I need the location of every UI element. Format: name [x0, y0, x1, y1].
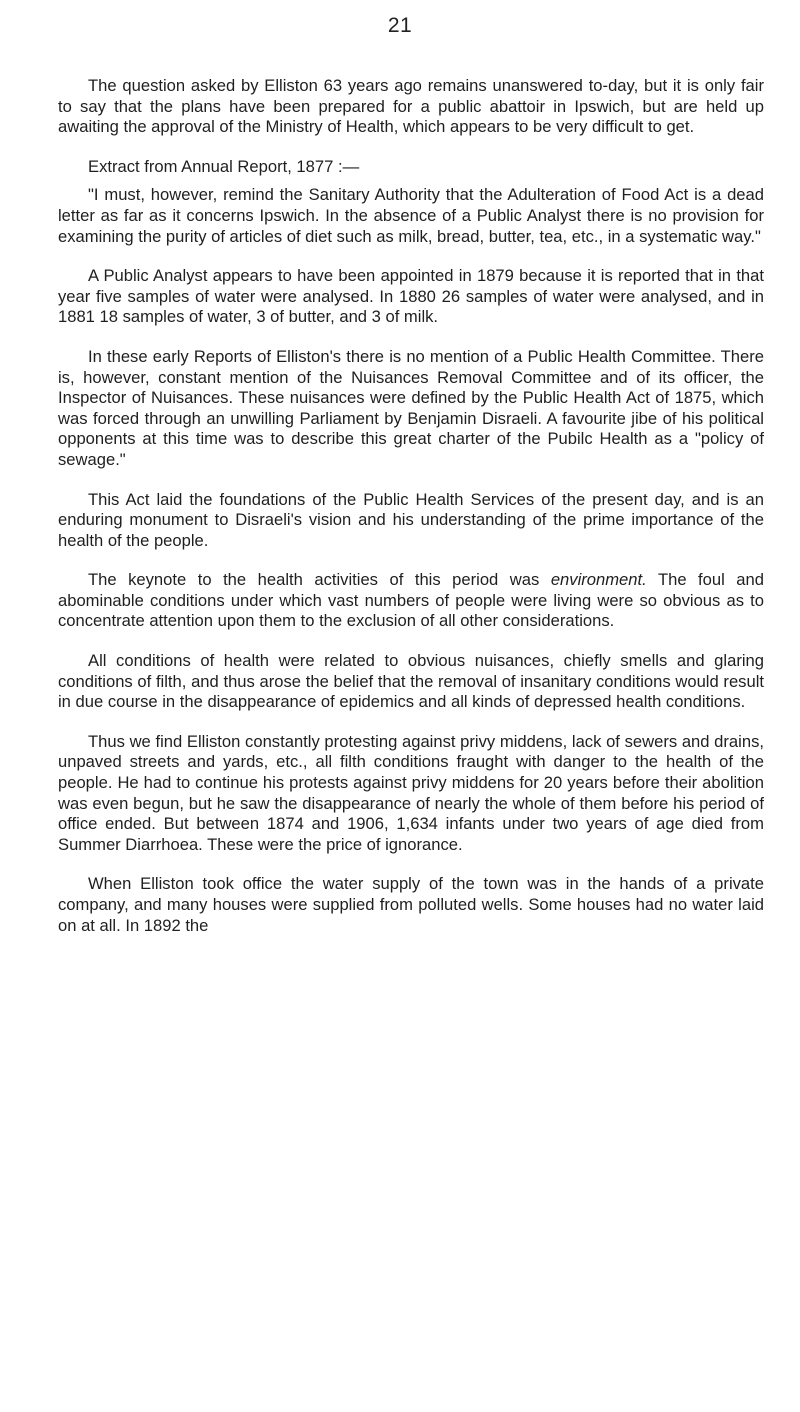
paragraph-public-health-act: This Act laid the foundations of the Public Health Services of the present day, and is an enduring monument to Disraeli's vision and his understanding of the prime importance of the health of the people.	[58, 489, 764, 550]
paragraph-privy-middens: Thus we find Elliston constantly protesting against privy middens, lack of sewers and drains, unpaved streets and yards, etc., all filth conditions fraught with danger to the health of the people. He had to continue his protests against privy middens for 20 years before their abolition was even begun, but he saw the disappearance of nearly the whole of them before his period of office ended. But between 1874 and 1906, 1,634 infants under two years of age died from Summer Diarrhoea. These were the price of ignorance.	[58, 731, 764, 854]
paragraph-abattoir: The question asked by Elliston 63 years ago remains unanswered to-day, but it is only fair to say that the plans have been prepared for a public abattoir in Ipswich, but are held up awaiting the approval of the Ministry of Health, which appears to be very difficult to get.	[58, 76, 764, 137]
quoted-extract: "I must, however, remind the Sanitary Authority that the Adulteration of Food Act is a dead letter as far as it concerns Ipswich. In the absence of a Public Analyst there is no provision for examining the purity of articles of diet such as milk, bread, butter, tea, etc., in a systematic way."	[58, 185, 764, 246]
paragraph-conditions: All conditions of health were related to obvious nuisances, chiefly smells and glaring conditions of filth, and thus arose the belief that the removal of insanitary conditions would result in due course in the disappearance of epidemics and all kinds of depressed health conditions.	[58, 651, 764, 712]
paragraph-water-supply: When Elliston took office the water supply of the town was in the hands of a private company, and many houses were supplied from polluted wells. Some houses had no water laid on at all. In 1892 the	[58, 874, 764, 935]
extract-heading: Extract from Annual Report, 1877 :—	[88, 156, 360, 176]
paragraph-public-analyst: A Public Analyst appears to have been appointed in 1879 because it is reported that in that year five samples of water were analysed. In 1880 26 samples of water were analysed, and in 1881 18 samples of water, 3 of butter, and 3 of milk.	[58, 266, 764, 327]
paragraph-nuisances: In these early Reports of Elliston's there is no mention of a Public Health Committee. There is, however, constant mention of the Nuisances Removal Committee and of its officer, the Inspector of Nuisances. These nuisances were defined by the Public Health Act of 1875, which was forced through an unwilling Parliament by Benjamin Disraeli. A favourite jibe of his political opponents at this time was to describe this great charter of the Pubilc Health as a "policy of sewage."	[58, 346, 764, 469]
keynote-emphasis: environment.	[550, 570, 647, 590]
keynote-text-after: The foul and abominable conditions under which vast numbers of people were living were so obvious as to concentrate attention upon them to the exclusion of all other considerations.	[58, 570, 764, 631]
paragraph-keynote	[58, 570, 764, 632]
body-text	[58, 76, 764, 936]
page-number: 21	[387, 14, 413, 37]
keynote-text-before: The keynote to the health activities of this period was	[88, 570, 551, 590]
